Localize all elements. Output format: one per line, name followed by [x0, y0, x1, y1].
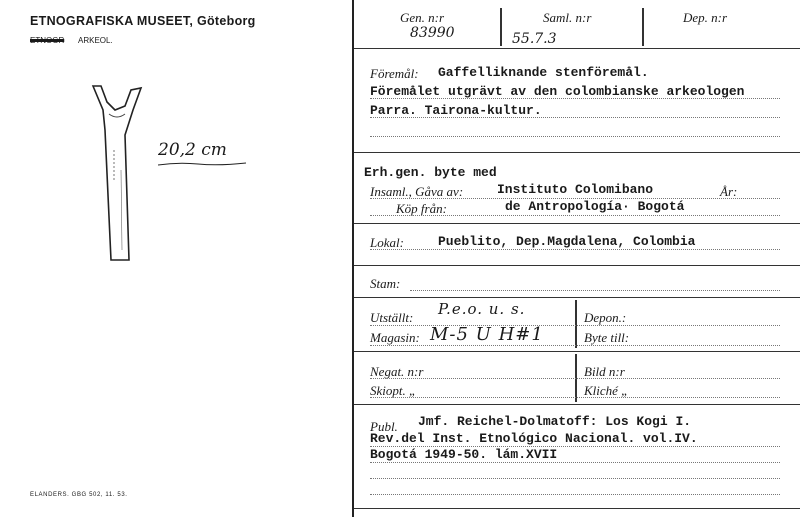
foremal-line-2: Föremålet utgrävt av den colombianske arkeologen [370, 84, 745, 99]
skiopt-label: Skiopt. „ [370, 383, 417, 398]
rule-photo [354, 404, 800, 405]
publ-line-1: Jmf. Reichel-Dolmatoff: Los Kogi I. [418, 414, 692, 429]
kliche-label: Kliché „ [584, 383, 629, 398]
foremal-line-3: Parra. Tairona-kultur. [370, 103, 542, 118]
department-struck: ETNOGR [30, 36, 65, 45]
dotted-line [370, 98, 780, 99]
department-name: ARKEOL. [78, 36, 113, 45]
dotted-line [370, 117, 780, 118]
dep-nr-label: Dep. n:r [683, 10, 728, 25]
utstallt-label: Utställt: [370, 310, 414, 325]
card-divider [352, 0, 354, 517]
dotted-line [370, 345, 780, 346]
number-separator-1 [500, 8, 502, 46]
ar-label: År: [720, 184, 738, 199]
saml-nr-value: 55.7.3 [512, 31, 557, 47]
lokal-value: Pueblito, Dep.Magdalena, Colombia [438, 234, 696, 249]
dotted-line [370, 249, 780, 250]
dotted-line [410, 290, 780, 291]
publ-line-2: Rev.del Inst. Etnológico Nacional. vol.IV. [370, 431, 698, 446]
gen-nr-label: Gen. n:r [400, 10, 445, 25]
gen-nr-value: 83990 [410, 25, 455, 41]
rule-bottom [354, 508, 800, 509]
dotted-line [370, 198, 780, 199]
rule-storage [354, 351, 800, 352]
dotted-line [370, 462, 780, 463]
insaml-label: Insaml., Gåva av: [370, 184, 464, 199]
erh-gen-text: Erh.gen. byte med [364, 165, 497, 180]
object-sketch [85, 80, 155, 265]
publ-label: Publ. [370, 419, 398, 434]
publ-line-3: Bogotá 1949-50. lám.XVII [370, 447, 558, 462]
magasin-value: M-5 U H#1 [430, 324, 544, 345]
rule-stam [354, 297, 800, 298]
kop-value: de Antropología· Bogotá [505, 199, 685, 214]
utstallt-value: P.e.o. u. s. [438, 300, 526, 318]
foremal-line-1: Gaffelliknande stenföremål. [438, 65, 649, 80]
dotted-line [370, 136, 780, 137]
dotted-line [370, 325, 780, 326]
museum-title: ETNOGRAFISKA MUSEET, Göteborg [30, 14, 256, 28]
dotted-line [370, 446, 780, 447]
magasin-label: Magasin: [370, 330, 420, 345]
saml-nr-label: Saml. n:r [543, 10, 592, 25]
kop-label: Köp från: [396, 201, 447, 216]
rule-lokal [354, 265, 800, 266]
measurement-note: 20,2 cm [158, 140, 227, 160]
dotted-line [370, 478, 780, 479]
rule-foremal [354, 152, 800, 153]
dotted-line [370, 397, 780, 398]
measurement-underline [158, 160, 248, 168]
bild-label: Bild n:r [584, 364, 625, 379]
depon-label: Depon.: [584, 310, 627, 325]
negat-label: Negat. n:r [370, 364, 424, 379]
rule-numbers [354, 48, 800, 49]
number-separator-2 [642, 8, 644, 46]
byte-till-label: Byte till: [584, 330, 630, 345]
storage-separator [575, 300, 577, 348]
rule-acquisition [354, 223, 800, 224]
dotted-line [370, 215, 780, 216]
insaml-value: Instituto Colomibano [497, 182, 654, 197]
dotted-line [370, 494, 780, 495]
foremal-label: Föremål: [370, 66, 419, 81]
lokal-label: Lokal: [370, 235, 404, 250]
department-line [30, 36, 113, 45]
stam-label: Stam: [370, 276, 401, 291]
printer-imprint: ELANDERS. GBG 502, 11. 53. [30, 492, 128, 498]
dotted-line [370, 378, 780, 379]
